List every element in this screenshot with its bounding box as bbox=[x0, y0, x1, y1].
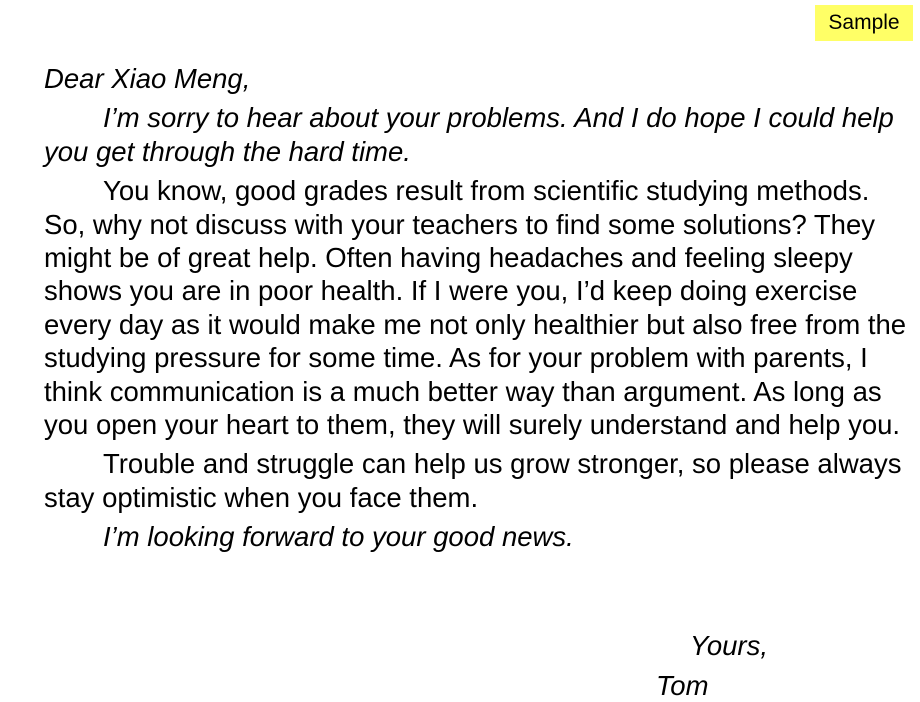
sample-badge: Sample bbox=[815, 5, 913, 41]
letter-paragraph-3: Trouble and struggle can help us grow stronger, so please always stay optimistic when you face them. bbox=[44, 448, 902, 513]
letter-body bbox=[44, 62, 914, 560]
letter-paragraph-4: I’m looking forward to your good news. bbox=[103, 521, 574, 553]
letter-signature: Tom bbox=[656, 670, 709, 701]
letter-paragraph-1: I’m sorry to hear about your problems. And I do hope I could help you get through the hard time. bbox=[44, 102, 894, 167]
letter-paragraph-2: You know, good grades result from scientific studying methods. So, why not discuss with your teachers to find some solutions? They might be of great help. Often having headaches and feeling sleepy shows you are in poor health. If I were you, I’d keep doing exercise every day as it would make me not only healthier but also free from the studying pressure for some time. As for your problem with parents, I think communication is a much better way than argument. As long as you open your heart to them, they will surely understand and help you. bbox=[44, 175, 907, 441]
letter-closing: Yours, bbox=[690, 630, 768, 661]
letter-salutation: Dear Xiao Meng, bbox=[44, 63, 251, 94]
